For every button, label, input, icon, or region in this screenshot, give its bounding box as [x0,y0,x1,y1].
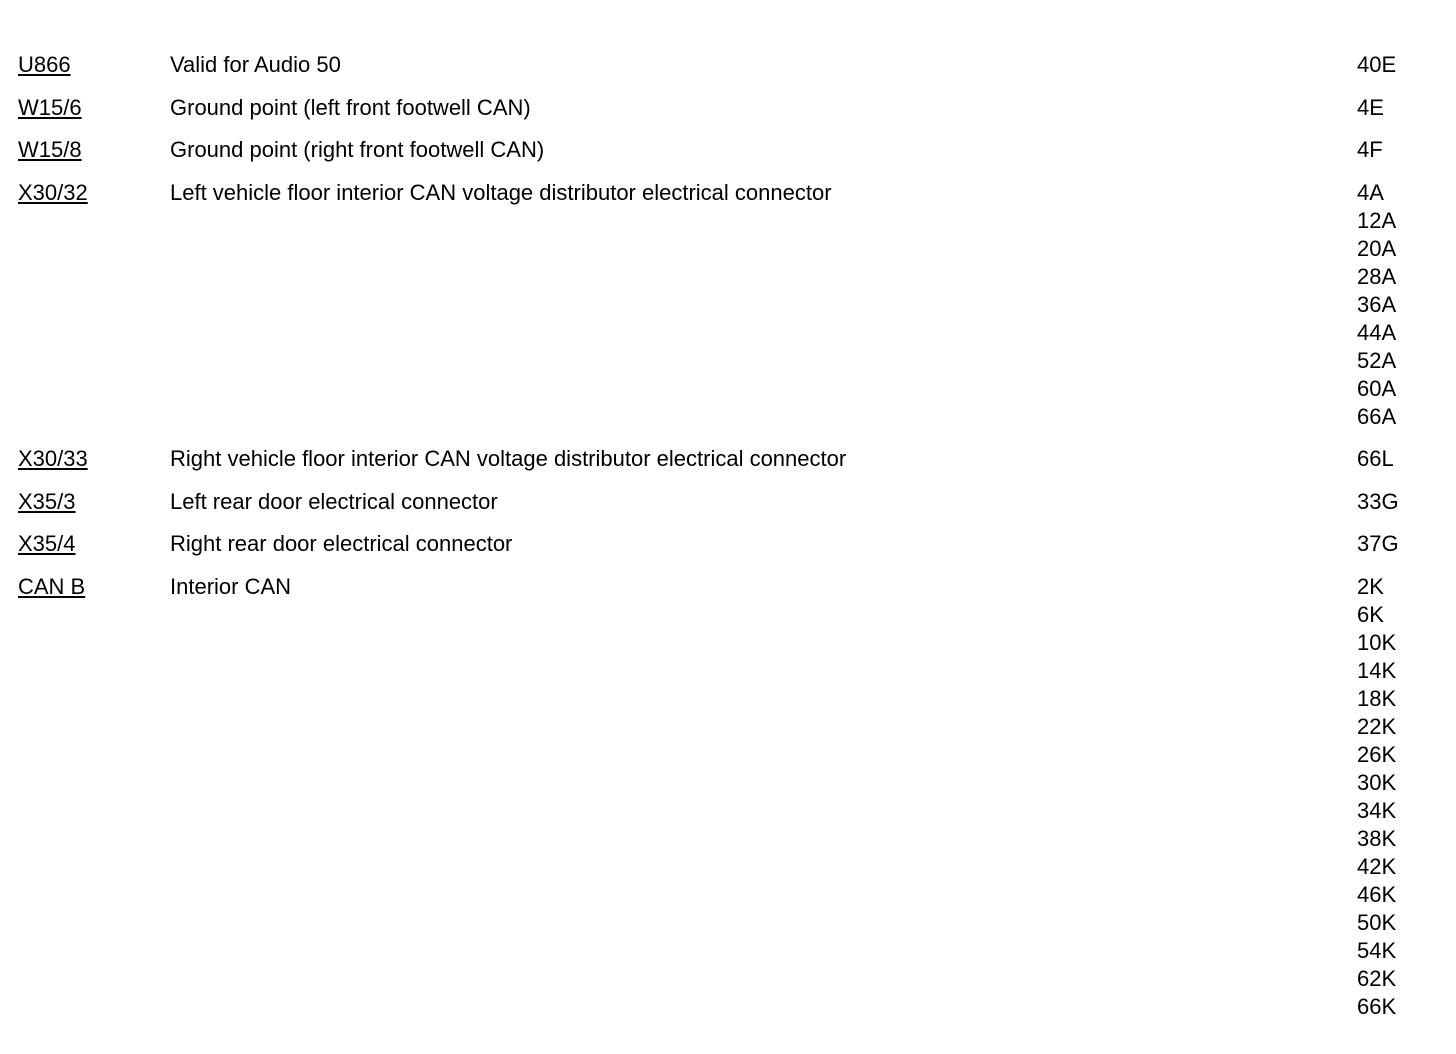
grid-reference: 36A [1357,291,1397,317]
grid-reference: 4E [1357,94,1384,120]
component-description: Ground point (left front footwell CAN) [170,94,531,120]
grid-reference-list [1357,51,1396,79]
grid-reference: 28A [1357,263,1397,289]
component-code-link[interactable]: X35/3 [18,488,76,514]
grid-reference: 50K [1357,909,1397,935]
grid-reference: 20A [1357,235,1397,261]
component-description: Right vehicle floor interior CAN voltage distributor electrical connector [170,446,847,471]
grid-reference: 30K [1357,769,1397,795]
component-description: Left rear door electrical connector [170,488,498,514]
component-code-link[interactable]: X30/33 [18,446,88,471]
component-code-link[interactable]: CAN B [18,573,86,599]
component-code-link[interactable]: U866 [18,52,71,77]
grid-reference-list [1357,530,1399,558]
grid-reference-list [1357,573,1396,1021]
component-description: Valid for Audio 50 [170,52,341,77]
grid-reference: 62K [1357,965,1397,991]
component-code-link[interactable]: W15/8 [18,137,82,162]
grid-reference: 38K [1357,825,1397,851]
component-description: Ground point (right front footwell CAN) [170,137,545,162]
grid-reference: 42K [1357,853,1397,879]
component-code-link[interactable]: X35/4 [18,531,76,556]
grid-reference: 66L [1357,446,1394,471]
component-description: Right rear door electrical connector [170,531,513,556]
grid-reference: 37G [1357,531,1399,556]
component-description: Interior CAN [170,573,292,599]
grid-reference: 52A [1357,347,1397,373]
grid-reference: 54K [1357,937,1397,963]
grid-reference: 4A [1357,179,1384,205]
grid-reference: 66K [1357,993,1397,1019]
grid-reference: 26K [1357,741,1397,767]
grid-reference: 40E [1357,52,1397,77]
grid-reference: 46K [1357,881,1397,907]
grid-reference: 66A [1357,403,1397,429]
grid-reference-list [1357,488,1399,516]
grid-reference: 33G [1357,488,1399,514]
grid-reference: 6K [1357,601,1384,627]
grid-reference: 4F [1357,137,1383,162]
grid-reference-list [1357,445,1394,473]
grid-reference: 18K [1357,685,1397,711]
grid-reference: 14K [1357,657,1397,683]
grid-reference: 12A [1357,207,1397,233]
grid-reference: 22K [1357,713,1397,739]
component-code-link[interactable]: X30/32 [18,179,88,205]
grid-reference-list [1357,94,1384,122]
component-description: Left vehicle floor interior CAN voltage distributor electrical connector [170,179,832,205]
grid-reference: 44A [1357,319,1397,345]
grid-reference-list [1357,179,1396,431]
grid-reference-list [1357,136,1383,164]
component-code-link[interactable]: W15/6 [18,94,82,120]
grid-reference: 34K [1357,797,1397,823]
grid-reference: 2K [1357,573,1384,599]
grid-reference: 10K [1357,629,1397,655]
grid-reference: 60A [1357,375,1397,401]
